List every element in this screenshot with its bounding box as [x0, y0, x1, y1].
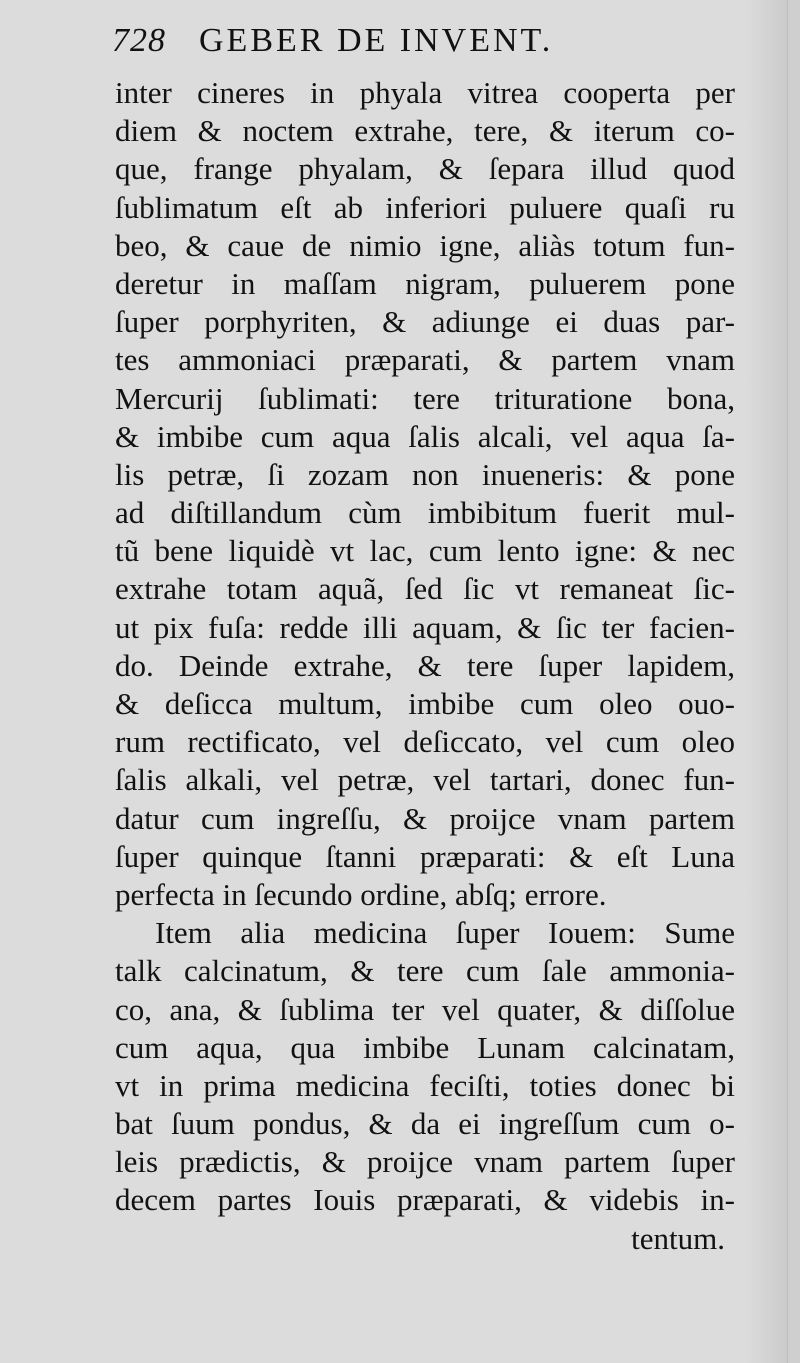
text-line: Mercurij ſublimati: tere trituratione bona,	[115, 380, 735, 416]
text-line: extrahe totam aquã, ſed ſic vt remaneat ſic-	[115, 571, 735, 607]
page-edge	[787, 0, 800, 1363]
text-line: datur cum ingreſſu, & proijce vnam partem	[115, 800, 735, 836]
page-header	[112, 22, 712, 72]
text-line: deretur in maſſam nigram, puluerem pone	[115, 265, 735, 301]
paragraph-2	[115, 914, 735, 1220]
text-line: bat ſuum pondus, & da ei ingreſſum cum o-	[115, 1106, 735, 1142]
text-line: do. Deinde extrahe, & tere ſuper lapidem,	[115, 647, 735, 683]
text-line: tes ammoniaci præparati, & partem vnam	[115, 342, 735, 378]
text-line: vt in prima medicina feciſti, toties donec bi	[115, 1067, 735, 1103]
text-line: & imbibe cum aqua ſalis alcali, vel aqua ſa-	[115, 418, 735, 454]
text-line: diem & noctem extrahe, tere, & iterum co-	[115, 113, 735, 149]
text-line: ad diſtillandum cùm imbibitum fuerit mul-	[115, 495, 735, 531]
text-line: leis prædictis, & proijce vnam partem ſuper	[115, 1144, 735, 1180]
page-number: 728	[112, 22, 166, 59]
text-line: cum aqua, qua imbibe Lunam calcinatam,	[115, 1029, 735, 1065]
text-line: perfecta in ſecundo ordine, abſq; errore.	[115, 876, 607, 912]
text-line: inter cineres in phyala vitrea cooperta per	[115, 75, 735, 110]
text-line: ſuper quinque ſtanni præparati: & eſt Luna	[115, 838, 735, 874]
text-line: ſuper porphyriten, & adiunge ei duas par-	[115, 304, 735, 340]
text-line: tũ bene liquidè vt lac, cum lento igne: & nec	[115, 533, 735, 569]
text-line: & deſicca multum, imbibe cum oleo ouo-	[115, 686, 735, 721]
running-head: GEBER DE INVENT.	[199, 22, 554, 59]
text-line: que, frange phyalam, & ſepara illud quod	[115, 151, 735, 187]
text-line: rum rectificato, vel deſiccato, vel cum oleo	[115, 724, 735, 760]
text-line: decem partes Iouis præparati, & videbis in-	[115, 1182, 735, 1218]
body-text	[115, 74, 735, 1258]
paragraph-1	[115, 74, 735, 914]
text-line: co, ana, & ſublima ter vel quater, & diſſolue	[115, 991, 735, 1027]
text-line: ſalis alkali, vel petræ, vel tartari, donec fun-	[115, 762, 735, 798]
text-line: ut pix fuſa: redde illi aquam, & ſic ter facien-	[115, 609, 735, 645]
text-line: beo, & caue de nimio igne, aliàs totum fun-	[115, 227, 735, 263]
text-line: Item alia medicina ſuper Iouem: Sume	[155, 915, 735, 951]
text-line: lis petræ, ſi zozam non inueneris: & pone	[115, 456, 735, 492]
text-line: ſublimatum eſt ab inferiori puluere quaſi ru	[115, 189, 735, 225]
text-line: talk calcinatum, & tere cum ſale ammonia-	[115, 953, 735, 989]
catchword: tentum.	[631, 1220, 725, 1256]
